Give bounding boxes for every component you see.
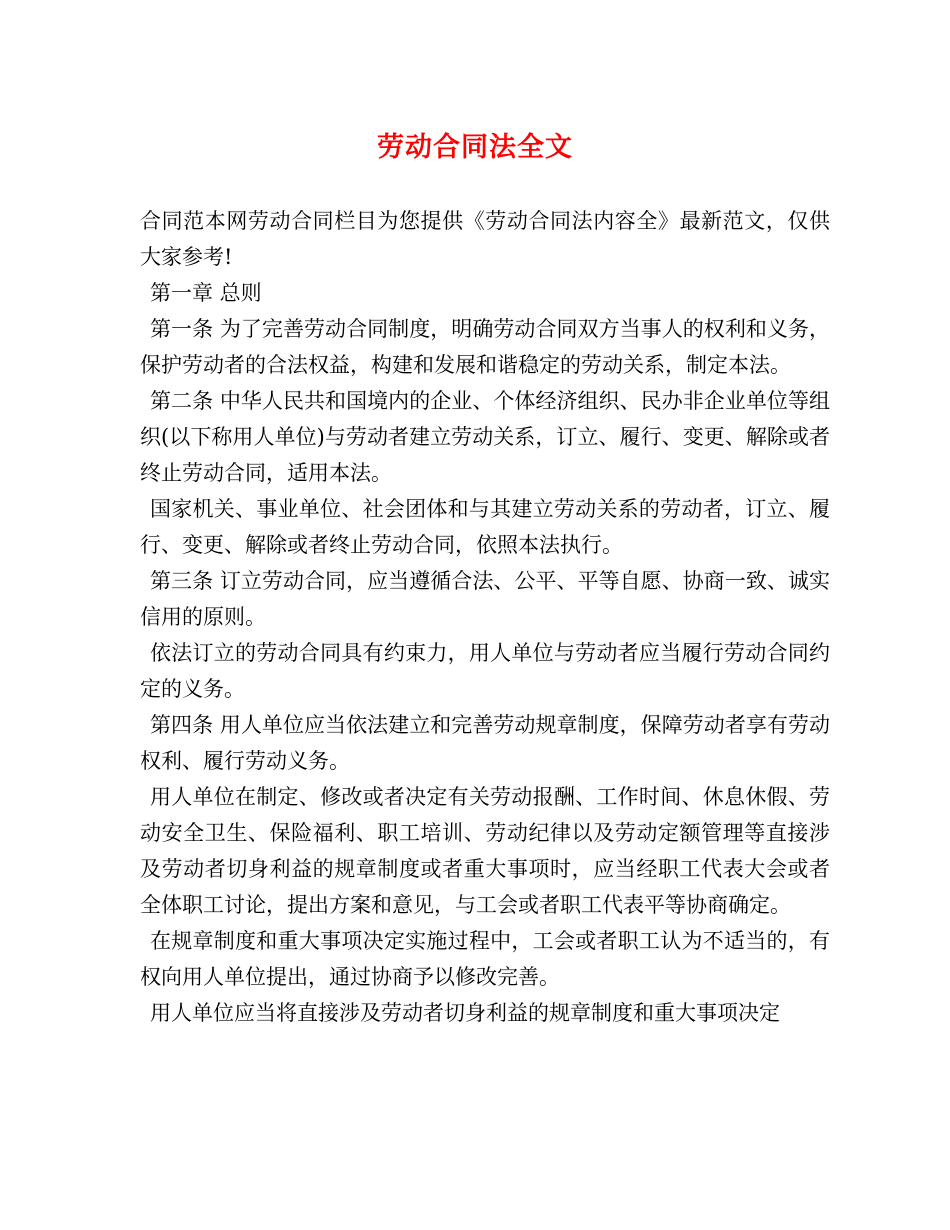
article-3-clause-paragraph: 依法订立的劳动合同具有约束力，用人单位与劳动者应当履行劳动合同约定的义务。 bbox=[140, 641, 830, 701]
document-body bbox=[140, 203, 830, 1031]
article-2-paragraph: 第二条 中华人民共和国境内的企业、个体经济组织、民办非企业单位等组织(以下称用人单位)与劳动者建立劳动关系，订立、履行、变更、解除或者终止劳动合同，适用本法。 bbox=[140, 389, 830, 485]
article-3-paragraph: 第三条 订立劳动合同，应当遵循合法、公平、平等自愿、协商一致、诚实信用的原则。 bbox=[140, 569, 830, 629]
article-2-clause-paragraph: 国家机关、事业单位、社会团体和与其建立劳动关系的劳动者，订立、履行、变更、解除或者终止劳动合同，依照本法执行。 bbox=[140, 497, 830, 557]
article-1-paragraph: 第一条 为了完善劳动合同制度，明确劳动合同双方当事人的权利和义务，保护劳动者的合法权益，构建和发展和谐稳定的劳动关系，制定本法。 bbox=[140, 317, 830, 377]
chapter-heading: 第一章 总则 bbox=[150, 281, 262, 305]
article-4-clause-paragraph: 用人单位在制定、修改或者决定有关劳动报酬、工作时间、休息休假、劳动安全卫生、保险福利、职工培训、劳动纪律以及劳动定额管理等直接涉及劳动者切身利益的规章制度或者重大事项时，应当经职工代表大会或者全体职工讨论，提出方案和意见，与工会或者职工代表平等协商确定。 bbox=[140, 785, 830, 917]
article-4-clause-paragraph-2: 在规章制度和重大事项决定实施过程中，工会或者职工认为不适当的，有权向用人单位提出，通过协商予以修改完善。 bbox=[140, 929, 830, 989]
document-title: 劳动合同法全文 bbox=[377, 132, 573, 163]
intro-paragraph: 合同范本网劳动合同栏目为您提供《劳动合同法内容全》最新范文，仅供大家参考! bbox=[140, 209, 830, 269]
article-4-clause-paragraph-3: 用人单位应当将直接涉及劳动者切身利益的规章制度和重大事项决定 bbox=[150, 1001, 780, 1025]
article-4-paragraph: 第四条 用人单位应当依法建立和完善劳动规章制度，保障劳动者享有劳动权利、履行劳动义务。 bbox=[140, 713, 830, 773]
